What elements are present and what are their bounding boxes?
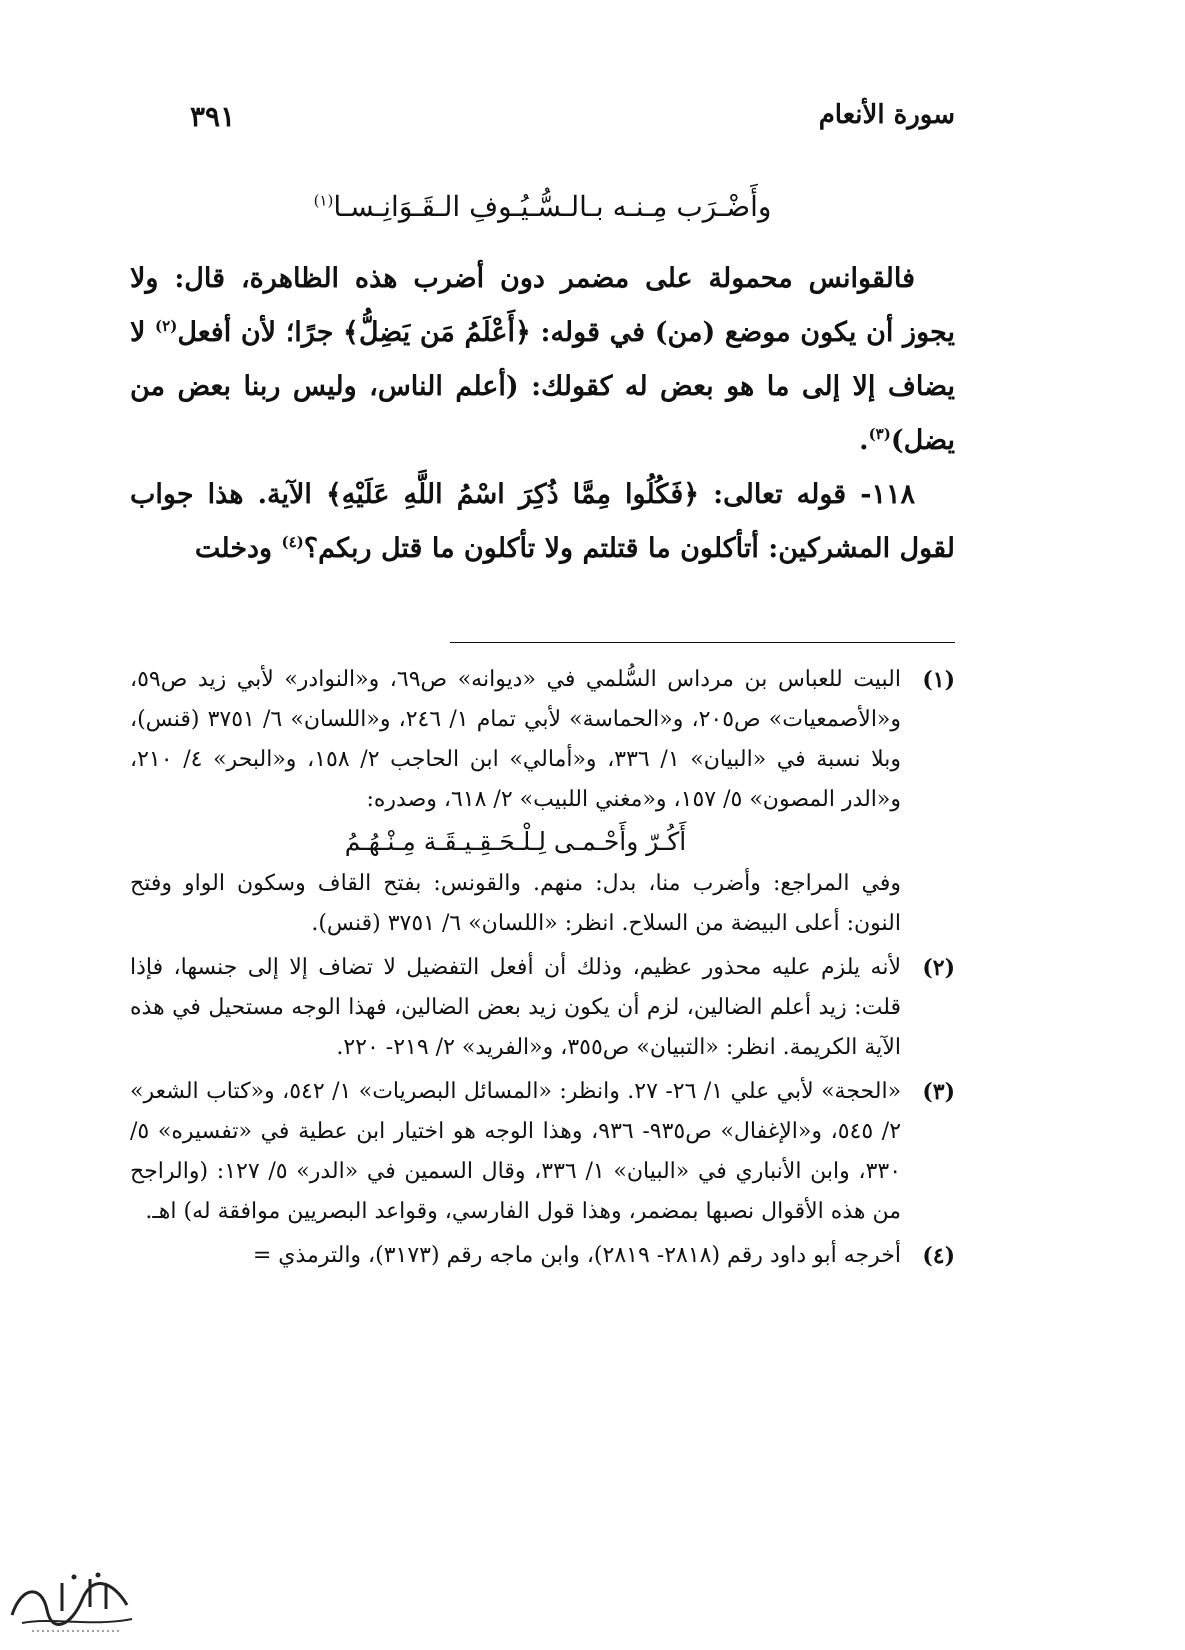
footnote-number: (١): [922, 667, 955, 693]
main-paragraph-2-text: ١١٨- قوله تعالى: ﴿فَكُلُوا مِمَّا ذُكِرَ اسْمُ اللَّهِ عَلَيْهِ﴾ الآية. هذا جواب لقول المشركين: أتأكلون ما قتلتم ولا تأكلون ما قتل ربكم؟: [130, 479, 955, 564]
footnote-ref-3: (٣): [868, 425, 891, 443]
main-paragraph-1-text: فالقوانس محمولة على مضمر دون أضرب هذه الظاهرة، قال: ولا يجوز أن يكون موضع (من) في قوله: ﴿أَعْلَمُ مَن يَضِلُّ﴾ جرًا؛ لأن أفعل: [130, 263, 955, 348]
main-paragraph-2: [130, 468, 955, 576]
page-number: ٣٩١: [190, 100, 236, 133]
poetry-verse: [130, 190, 955, 223]
footnote-1: [130, 660, 955, 944]
surah-title: سورة الأنعام: [818, 100, 955, 130]
footnote-text-after: وفي المراجع: وأضرب منا، بدل: منهم. والقونس: بفتح القاف وسكون الواو وفتح النون: أعلى البيضة من السلاح. انظر: «اللسان» ٦/ ٣٧٥١ (قنس).: [130, 871, 901, 936]
footnote-ref-4: (٤): [281, 533, 304, 551]
page: [130, 0, 955, 1650]
footnote-2: [130, 948, 955, 1068]
footnote-ref-1: (١): [313, 191, 334, 210]
poetry-verse-text: وأَضْـرَب مِـنـه بـالـسُّـيُـوفِ الـقَـوَانِـسـا: [333, 190, 772, 223]
footnote-number: (٢): [922, 955, 955, 981]
library-stamp-logo: [2, 1565, 142, 1637]
main-paragraph-2-end: ودخلت: [194, 533, 282, 564]
main-paragraph-1-end: .: [859, 425, 869, 456]
footnote-3: [130, 1072, 955, 1232]
footnote-poem: أَكُـرّ وأَحْـمـى لِـلْـحَـقِـيـقَـة مِـنْـهُـمُ: [344, 827, 687, 856]
footnote-text: أخرجه أبو داود رقم (٢٨١٨- ٢٨١٩)، وابن ماجه رقم (٣١٧٣)، والترمذي =: [252, 1243, 901, 1268]
main-paragraph-1: [130, 252, 955, 468]
footnote-text: «الحجة» لأبي علي ١/ ٢٦- ٢٧. وانظر: «المسائل البصريات» ١/ ٥٤٢، و«كتاب الشعر» ٢/ ٥٤٥، و«الإغفال» ص٩٣٥- ٩٣٦، وهذا الوجه هو اختيار ابن عطية في «تفسيره» ٥/ ٣٣٠، وابن الأنباري في «البيان» ١/ ٣٣٦، وقال السمين في «الدر» ٥/ ١٢٧: (والراجح من هذه الأقوال نصبها بمضمر، وهذا قول الفارسي، وقواعد البصريين موافقة له) اهـ.: [130, 1079, 902, 1224]
footnote-divider: [450, 642, 955, 643]
footnote-number: (٤): [922, 1243, 955, 1269]
footnotes: [130, 660, 955, 1280]
page-header: [130, 100, 955, 140]
footnote-number: (٣): [922, 1079, 955, 1105]
footnote-ref-2: (٢): [155, 317, 178, 335]
main-paragraph-1-cont: لا يضاف إلا إلى ما هو بعض له كقولك: (أعلم الناس، وليس ربنا بعض من يضل): [130, 317, 955, 456]
footnote-4: [130, 1236, 955, 1276]
footnote-text: البيت للعباس بن مرداس السُّلمي في «ديوانه» ص٦٩، و«النوادر» لأبي زيد ص٥٩، و«الأصمعيات» ص٢٠٥، و«الحماسة» لأبي تمام ١/ ٢٤٦، و«اللسان» ٦/ ٣٧٥١ (قنس)، وبلا نسبة في «البيان» ١/ ٣٣٦، و«أمالي» ابن الحاجب ٢/ ١٥٨، و«البحر» ٤/ ٢١٠، و«الدر المصون» ٥/ ١٥٧، و«مغني اللبيب» ٢/ ٦١٨، وصدره:: [130, 667, 902, 812]
main-text: [130, 252, 955, 576]
footnote-text: لأنه يلزم عليه محذور عظيم، وذلك أن أفعل التفضيل لا تضاف إلا إلى جنسها، فإذا قلت: زيد أعلم الضالين، لزم أن يكون زيد بعض الضالين، فهذا الوجه مستحيل في هذه الآية الكريمة. انظر: «التبيان» ص٣٥٥، و«الفريد» ٢/ ٢١٩- ٢٢٠.: [130, 955, 901, 1060]
